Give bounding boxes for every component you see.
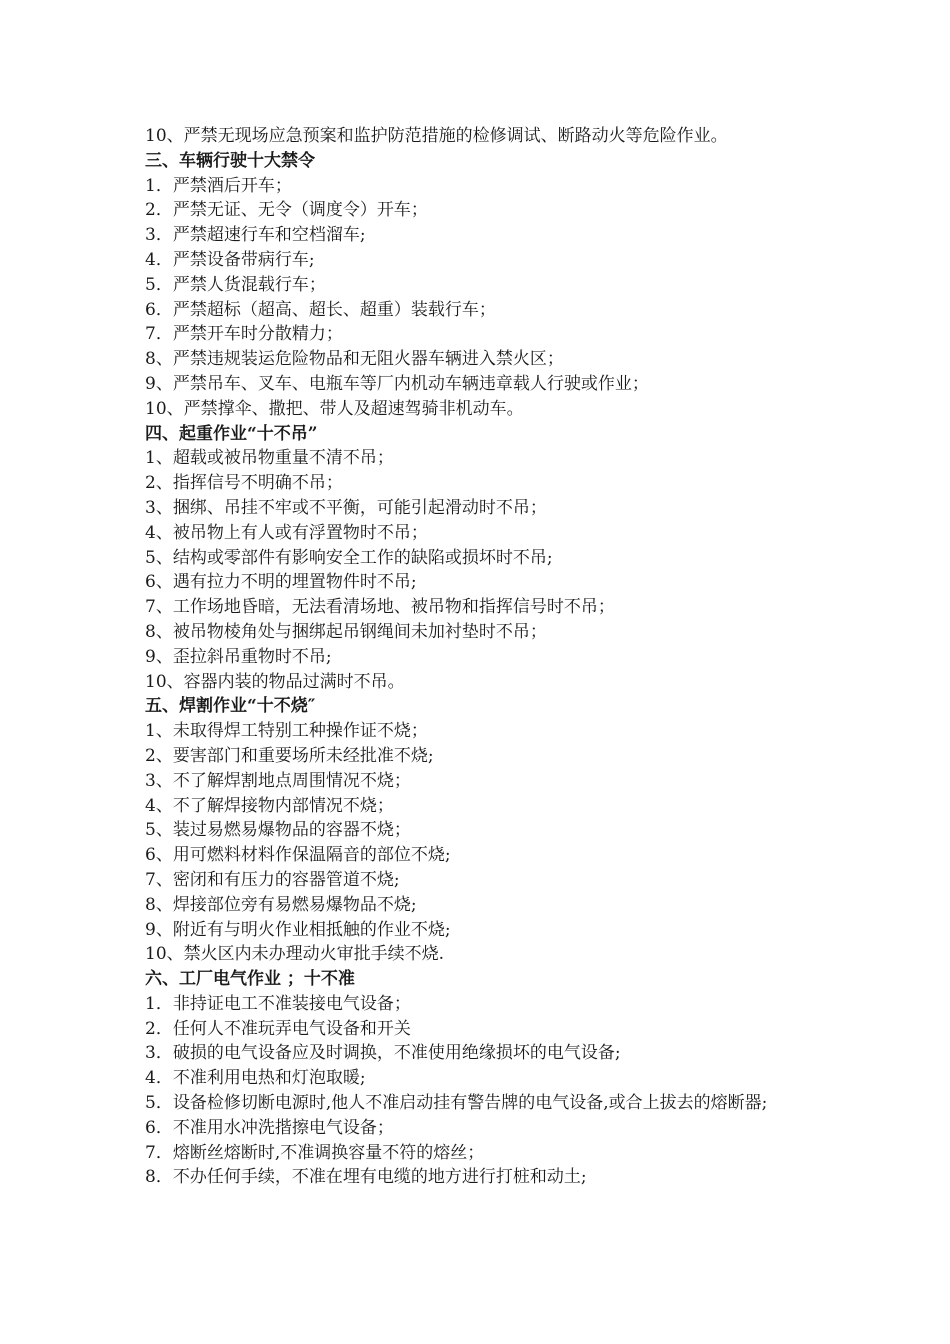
list-item: 7．严禁开车时分散精力；: [145, 324, 343, 345]
list-item: 5．设备检修切断电源时,他人不准启动挂有警告牌的电气设备,或合上拔去的熔断器;: [145, 1093, 768, 1114]
list-item: 6、用可燃料材料作保温隔音的部位不烧;: [145, 845, 451, 866]
list-item: 2、要害部门和重要场所未经批准不烧;: [145, 745, 434, 766]
list-item: 1、未取得焊工特别工种操作证不烧；: [145, 721, 428, 742]
list-item: 1、超载或被吊物重量不清不吊；: [145, 448, 394, 469]
list-item: 2．任何人不准玩弄电气设备和开关: [145, 1018, 411, 1039]
list-item: 1．严禁酒后开车；: [145, 175, 292, 196]
list-item: 6．不准用水冲洗揩擦电气设备；: [145, 1117, 394, 1138]
list-item: 3、不了解焊割地点周围情况不烧；: [145, 770, 411, 791]
section4-heading: 四、起重作业“十不吊”: [145, 423, 318, 444]
list-item: 7、工作场地昏暗，无法看清场地、被吊物和指挥信号时不吊；: [145, 597, 615, 618]
list-item: 5、装过易燃易爆物品的容器不烧；: [145, 820, 411, 841]
list-item: 7、密闭和有压力的容器管道不烧;: [145, 869, 400, 890]
list-item: 9、严禁吊车、叉车、电瓶车等厂内机动车辆违章载人行驶或作业；: [145, 373, 649, 394]
list-item: 10、禁火区内未办理动火审批手续不烧.: [145, 944, 445, 965]
section5-heading: 五、焊割作业“十不烧″: [145, 696, 316, 717]
list-item: 6、遇有拉力不明的埋置物件时不吊;: [145, 572, 417, 593]
section3-heading: 三、车辆行驶十大禁令: [145, 150, 315, 171]
list-item: 4．严禁设备带病行车;: [145, 249, 315, 270]
list-item: 9、歪拉斜吊重物时不吊;: [145, 646, 332, 667]
list-item: 8、被吊物棱角处与捆绑起吊钢绳间未加衬垫时不吊；: [145, 621, 547, 642]
list-item: 4、被吊物上有人或有浮置物时不吊；: [145, 522, 428, 543]
intro-line: 10、严禁无现场应急预案和监护防范措施的检修调试、断路动火等危险作业。: [145, 126, 728, 146]
list-item: 3、捆绑、吊挂不牢或不平衡，可能引起滑动时不吊；: [145, 497, 547, 518]
list-item: 4、不了解焊接物内部情况不烧；: [145, 795, 394, 816]
document-page: [145, 124, 835, 1190]
list-item: 6．严禁超标（超高、超长、超重）装载行车；: [145, 299, 496, 320]
list-item: 2．严禁无证、无令（调度令）开车；: [145, 200, 428, 221]
list-item: 10、容器内装的物品过满时不吊。: [145, 671, 405, 692]
list-item: 5、结构或零部件有影响安全工作的缺陷或损坏时不吊;: [145, 547, 553, 568]
list-item: 3．破损的电气设备应及时调换，不准使用绝缘损坏的电气设备;: [145, 1043, 621, 1064]
list-item: 9、附近有与明火作业相抵触的作业不烧;: [145, 919, 451, 940]
list-item: 8．不办任何手续，不准在埋有电缆的地方进行打桩和动土;: [145, 1167, 587, 1188]
section6-heading: 六、工厂电气作业 ；十不准: [145, 969, 355, 990]
list-item: 8、焊接部位旁有易燃易爆物品不烧;: [145, 894, 417, 915]
list-item: 2、指挥信号不明确不吊；: [145, 473, 343, 494]
list-item: 10、严禁撑伞、撒把、带人及超速驾骑非机动车。: [145, 398, 524, 419]
list-item: 3．严禁超速行车和空档溜车;: [145, 225, 366, 246]
list-item: 4．不准利用电热和灯泡取暖;: [145, 1068, 366, 1089]
list-item: 7．熔断丝熔断时,不准调换容量不符的熔丝；: [145, 1142, 485, 1163]
list-item: 8、严禁违规装运危险物品和无阻火器车辆进入禁火区；: [145, 349, 564, 370]
list-item: 1．非持证电工不准装接电气设备；: [145, 993, 411, 1014]
list-item: 5．严禁人货混载行车；: [145, 274, 326, 295]
